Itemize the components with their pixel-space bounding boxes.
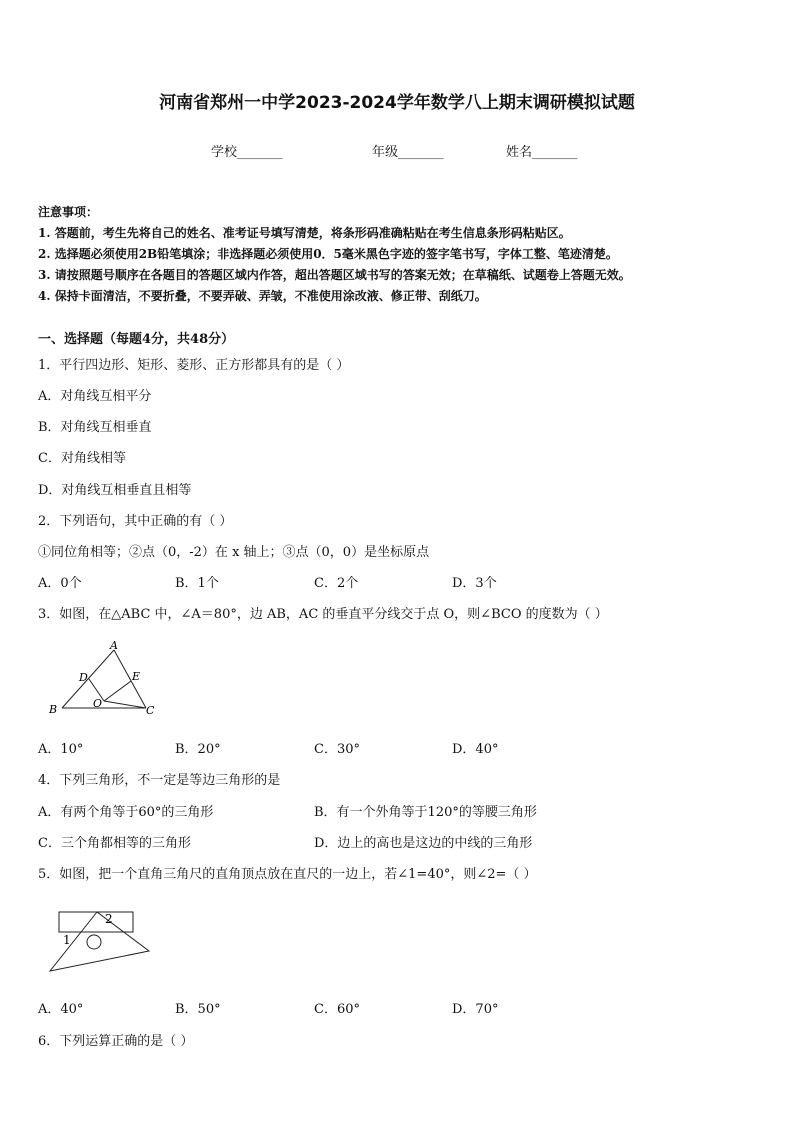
grade-field: 年级_______ bbox=[372, 145, 444, 160]
label-e: E bbox=[132, 670, 141, 683]
segment-oc bbox=[104, 701, 146, 708]
notes-item: 1. 答题前，考生先将自己的姓名、准考证号填写清楚，将条形码准确粘贴在考生信息条形码粘贴区。 bbox=[38, 226, 571, 240]
q5-option-b: B．50° bbox=[175, 1002, 221, 1017]
angle-2-label: 2 bbox=[105, 912, 113, 926]
q1-option-b: B．对角线互相垂直 bbox=[38, 420, 152, 435]
q2-option-a: A．0个 bbox=[38, 576, 82, 591]
notes-item: 3. 请按照题号顺序在各题目的答题区域内作答，超出答题区域书写的答案无效；在草稿纸、试题卷上答题无效。 bbox=[38, 268, 631, 282]
question-3-stem: 3．如图，在△ABC 中，∠A＝80°，边 AB，AC 的垂直平分线交于点 O，则∠BCO 的度数为（ ） bbox=[38, 607, 608, 622]
q4-option-b: B．有一个外角等于120°的等腰三角形 bbox=[314, 805, 537, 820]
ruler-shape bbox=[59, 912, 133, 932]
q2-option-c: C．2个 bbox=[314, 576, 359, 591]
question-1-stem: 1．平行四边形、矩形、菱形、正方形都具有的是（ ） bbox=[38, 358, 350, 373]
q3-option-c: C．30° bbox=[314, 742, 360, 757]
q1-option-d: D．对角线互相垂直且相等 bbox=[38, 483, 192, 498]
label-b: B bbox=[49, 703, 58, 716]
q5-option-c: C．60° bbox=[314, 1002, 360, 1017]
question-4-stem: 4．下列三角形，不一定是等边三角形的是 bbox=[38, 773, 281, 788]
q1-option-c: C．对角线相等 bbox=[38, 451, 126, 466]
question-2-statements: ①同位角相等；②点（0，-2）在 x 轴上；③点（0，0）是坐标原点 bbox=[38, 545, 430, 560]
section-heading: 一、选择题（每题4分，共48分） bbox=[38, 332, 235, 347]
name-field: 姓名_______ bbox=[506, 145, 578, 160]
q3-option-b: B．20° bbox=[175, 742, 221, 757]
question-2-stem: 2．下列语句，其中正确的有（ ） bbox=[38, 514, 233, 529]
school-field: 学校_______ bbox=[211, 145, 283, 160]
q5-option-a: A．40° bbox=[38, 1002, 84, 1017]
q2-option-d: D．3个 bbox=[452, 576, 497, 591]
q3-option-a: A．10° bbox=[38, 742, 84, 757]
q4-option-d: D．边上的高也是这边的中线的三角形 bbox=[314, 836, 533, 851]
q1-option-a: A．对角线互相平分 bbox=[38, 389, 152, 404]
q5-option-d: D．70° bbox=[452, 1002, 499, 1017]
notes-item: 2. 选择题必须使用2B铅笔填涂；非选择题必须使用0．5毫米黑色字迹的签字笔书写，字体工整、笔迹清楚。 bbox=[38, 247, 618, 261]
page-title: 河南省郑州一中学2023-2024学年数学八上期末调研模拟试题 bbox=[159, 93, 635, 113]
set-square-hole bbox=[87, 935, 101, 949]
label-a: A bbox=[110, 639, 118, 652]
question-6-stem: 6．下列运算正确的是（ ） bbox=[38, 1034, 194, 1049]
side-ac bbox=[114, 650, 146, 708]
angle-1-label: 1 bbox=[63, 933, 71, 947]
q4-option-c: C．三个角都相等的三角形 bbox=[38, 836, 191, 851]
q4-option-a: A．有两个角等于60°的三角形 bbox=[38, 805, 214, 820]
notes-item: 4. 保持卡面清洁，不要折叠，不要弄破、弄皱，不准使用涂改液、修正带、刮纸刀。 bbox=[38, 289, 487, 303]
triangle-figure bbox=[44, 638, 164, 720]
label-o: O bbox=[93, 697, 103, 710]
perp-bisector-ac bbox=[104, 681, 131, 701]
q3-option-d: D．40° bbox=[452, 742, 499, 757]
label-c: C bbox=[146, 704, 155, 717]
label-d: D bbox=[79, 671, 88, 684]
ruler-triangle-figure bbox=[44, 905, 156, 975]
notes-heading: 注意事项： bbox=[38, 205, 99, 219]
question-5-stem: 5．如图，把一个直角三角尺的直角顶点放在直尺的一边上，若∠1=40°，则∠2=（ ） bbox=[38, 867, 537, 882]
q2-option-b: B．1个 bbox=[175, 576, 219, 591]
